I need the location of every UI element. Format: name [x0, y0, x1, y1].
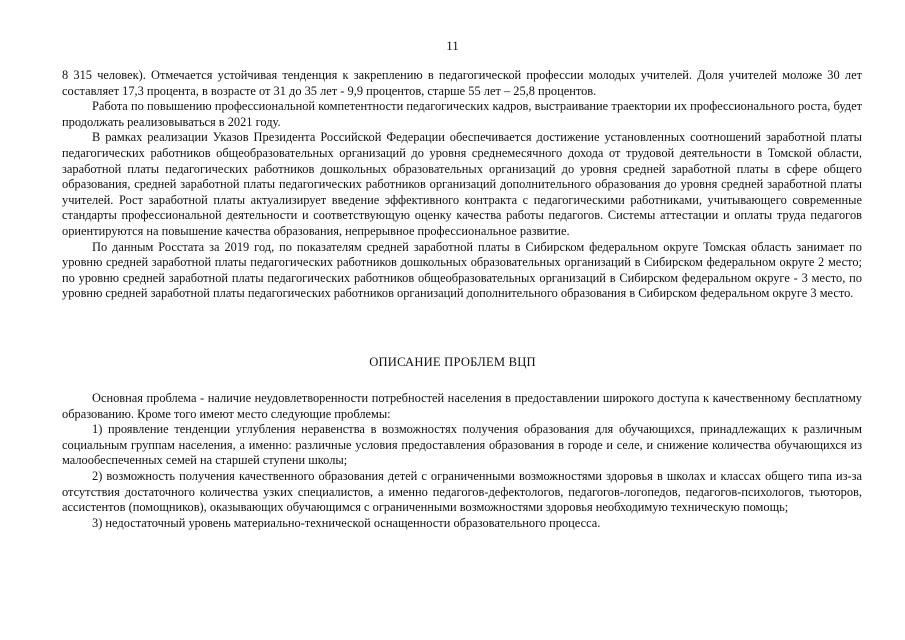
paragraph-professional-growth: Работа по повышению профессиональной компетентности педагогических кадров, выстраивание траектории их профессионального роста, будет продолжать реализовываться в 2021 году.	[62, 99, 862, 129]
body-text-bottom	[62, 391, 862, 531]
page-number: 11	[446, 38, 459, 53]
list-item-problem-1: 1) проявление тенденции углубления неравенства в возможностях получения образования для обучающихся, принадлежащих к различным социальным группам населения, а именно: различные условия предоставления образования в городе и селе, и снижение количества обучающихся из малообеспеченных семей на старшей ступени школы;	[62, 422, 862, 468]
paragraph-teacher-age-shares: 8 315 человек). Отмечается устойчивая тенденция к закреплению в педагогической профессии молодых учителей. Доля учителей моложе 30 лет составляет 17,3 процента, в возрасте от 31 до 35 лет - 9,9 процентов, старше 55 лет – 25,8 процентов.	[62, 68, 862, 98]
section-heading: ОПИСАНИЕ ПРОБЛЕМ ВЦП	[369, 355, 536, 369]
paragraph-main-problem: Основная проблема - наличие неудовлетворенности потребностей населения в предоставлении широкого доступа к качественному бесплатному образованию. Кроме того имеют место следующие проблемы:	[62, 391, 862, 421]
list-item-problem-3: 3) недостаточный уровень материально-технической оснащенности образовательного процесса.	[92, 515, 601, 530]
body-text-top	[62, 68, 862, 302]
list-item-problem-2: 2) возможность получения качественного образования детей с ограниченными возможностями здоровья в школах и классах общего типа из-за отсутствия достаточного количества узких специалистов, а именно педагогов-дефектологов, педагогов-логопедов, педагогов-психологов, тьюторов, ассистентов (помощников), оказывающих обучающимся с ограниченными возможностями здоровья необходимую техническую помощь;	[62, 468, 862, 515]
paragraph-rosstat-rankings: По данным Росстата за 2019 год, по показателям средней заработной платы в Сибирском федеральном округе Томская область занимает по уровню средней заработной платы педагогических работников дошкольных образовательных организаций в Сибирском федеральном округе 2 место; по уровню средней заработной платы педагогических работников общеобразовательных организаций в Сибирском федеральном округе - 3 место, по уровню средней заработной платы педагогических работников организаций дополнительного образования в Сибирском федеральном округе 3 место.	[62, 239, 862, 301]
paragraph-salary-decrees: В рамках реализации Указов Президента Российской Федерации обеспечивается достижение установленных соотношений заработной платы педагогических работников общеобразовательных организаций до уровня среднемесячного дохода от трудовой деятельности в Томской области, заработной платы педагогических работников дошкольных образовательных организаций до уровня средней заработной платы в сфере общего образования, средней заработной платы педагогических работников организаций дополнительного образования до уровня средней заработной платы учителей. Рост заработной платы актуализирует введение эффективного контракта с педагогическими работниками, учитывающего современные стандарты профессиональной деятельности и соответствующую оценку качества работы педагогов. Системы аттестации и оплаты труда педагогов ориентируются на повышение качества образования, непрерывное профессиональное развитие.	[62, 130, 862, 238]
